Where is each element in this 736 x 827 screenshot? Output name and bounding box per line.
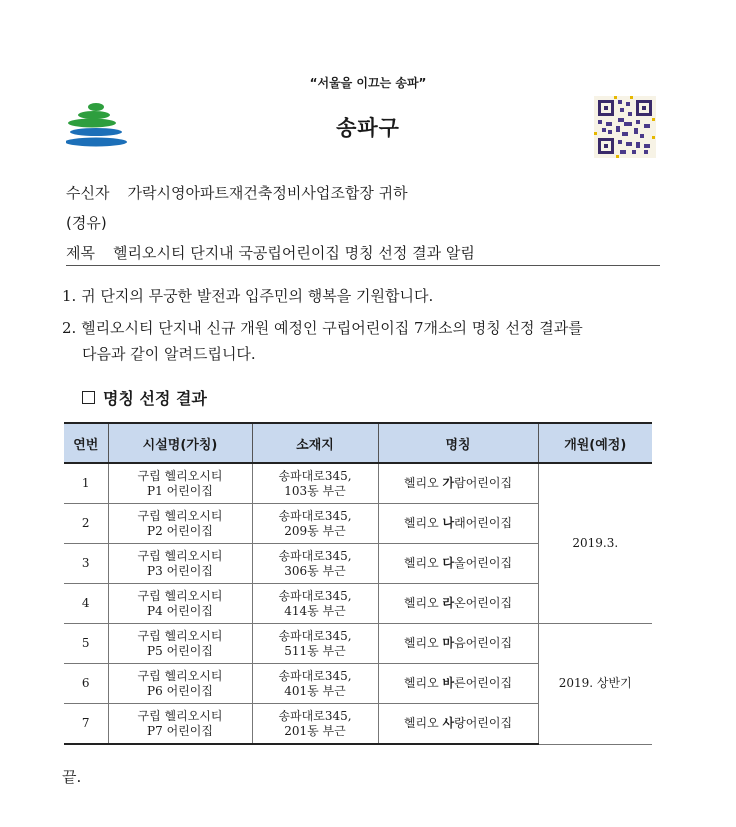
name-prefix: 헬리오 [403,476,443,490]
location-line-2: 401동 부근 [284,683,346,698]
facility-line-2: P3 어린이집 [147,563,213,578]
name-prefix: 헬리오 [403,556,443,570]
name-cell [378,463,538,504]
via-label: (경유) [66,214,107,232]
location-cell [252,624,378,664]
location-line-2: 414동 부근 [284,603,346,618]
name-cell [378,584,538,624]
name-initial: 다 [442,556,455,570]
location-cell [252,504,378,544]
name-prefix: 헬리오 [403,676,443,690]
location-cell [252,664,378,704]
recipient-value: 가락시영아파트재건축정비사업조합장 귀하 [127,184,408,202]
name-cell [378,664,538,704]
checkbox-square-icon [82,391,95,404]
table-header-row [64,423,652,463]
subject-divider [66,265,660,266]
name-initial: 바 [442,676,455,690]
facility-line-1: 구립 헬리오시티 [137,548,223,563]
header-no: 연번 [64,423,108,463]
row-no: 5 [64,624,108,664]
facility-line-2: P6 어린이집 [147,683,213,698]
facility-cell [108,624,252,664]
location-line-1: 송파대로345, [278,708,352,723]
row-no: 2 [64,504,108,544]
facility-line-1: 구립 헬리오시티 [137,468,223,483]
body-paragraph-2a: 2. 헬리오시티 단지내 신규 개원 예정인 구립어린이집 7개소의 명칭 선정 결과를 [62,319,583,337]
row-no: 3 [64,544,108,584]
name-suffix: 음어린이집 [454,636,513,650]
body-paragraph-2b: 다음과 같이 알려드립니다. [82,345,256,363]
name-initial: 나 [442,516,455,530]
subject-line [66,242,475,263]
location-line-2: 201동 부근 [284,723,346,738]
opening-cell-group-1: 2019.3. [538,463,652,624]
name-suffix: 올어린이집 [454,556,513,570]
opening-cell-group-2: 2019. 상반기 [538,624,652,745]
slogan: “서울을 이끄는 송파” [309,76,427,90]
name-cell [378,704,538,745]
name-initial: 가 [442,476,455,490]
location-line-2: 209동 부근 [284,523,346,538]
via-line [66,212,107,233]
name-suffix: 람어린이집 [454,476,513,490]
header-name: 명칭 [378,423,538,463]
name-prefix: 헬리오 [403,516,443,530]
name-suffix: 래어린이집 [454,516,513,530]
section-heading [82,386,207,409]
location-cell [252,584,378,624]
location-line-2: 306동 부근 [284,563,346,578]
location-line-1: 송파대로345, [278,668,352,683]
row-no: 1 [64,463,108,504]
facility-line-2: P1 어린이집 [147,483,213,498]
facility-cell [108,704,252,745]
end-mark: 끝. [62,768,82,786]
facility-line-1: 구립 헬리오시티 [137,668,223,683]
facility-line-2: P4 어린이집 [147,603,213,618]
name-suffix: 온어린이집 [454,596,513,610]
location-cell [252,463,378,504]
facility-cell [108,544,252,584]
facility-cell [108,504,252,544]
name-suffix: 른어린이집 [454,676,513,690]
org-name: 송파구 [336,116,400,140]
facility-cell [108,664,252,704]
name-initial: 사 [442,716,455,730]
location-line-1: 송파대로345, [278,548,352,563]
name-prefix: 헬리오 [403,596,443,610]
name-suffix: 랑어린이집 [454,716,513,730]
facility-line-2: P7 어린이집 [147,723,213,738]
table-row [64,463,652,504]
facility-line-1: 구립 헬리오시티 [137,708,223,723]
qr-code-icon [594,96,656,158]
subject-label: 제목 [66,244,95,262]
location-line-2: 103동 부근 [284,483,346,498]
body-paragraph-1: 1. 귀 단지의 무궁한 발전과 입주민의 행복을 기원합니다. [62,287,434,305]
location-line-2: 511동 부근 [284,643,346,658]
header-facility: 시설명(가칭) [108,423,252,463]
naming-result-table [64,422,652,745]
location-line-1: 송파대로345, [278,468,352,483]
location-line-1: 송파대로345, [278,628,352,643]
facility-line-2: P2 어린이집 [147,523,213,538]
facility-cell [108,463,252,504]
location-line-1: 송파대로345, [278,508,352,523]
facility-line-2: P5 어린이집 [147,643,213,658]
name-initial: 마 [442,636,455,650]
row-no: 7 [64,704,108,745]
name-prefix: 헬리오 [403,636,443,650]
row-no: 6 [64,664,108,704]
name-cell [378,544,538,584]
location-line-1: 송파대로345, [278,588,352,603]
recipient-label: 수신자 [66,184,110,202]
name-prefix: 헬리오 [403,716,443,730]
header-location: 소재지 [252,423,378,463]
facility-cell [108,584,252,624]
name-initial: 라 [442,596,455,610]
section-title: 명칭 선정 결과 [103,389,207,408]
row-no: 4 [64,584,108,624]
facility-line-1: 구립 헬리오시티 [137,508,223,523]
facility-line-1: 구립 헬리오시티 [137,628,223,643]
location-cell [252,704,378,745]
location-cell [252,544,378,584]
name-cell [378,504,538,544]
header-opening: 개원(예정) [538,423,652,463]
recipient-line [66,182,408,203]
facility-line-1: 구립 헬리오시티 [137,588,223,603]
table-row [64,624,652,664]
name-cell [378,624,538,664]
subject-value: 헬리오시티 단지내 국공립어린이집 명칭 선정 결과 알림 [112,244,475,262]
